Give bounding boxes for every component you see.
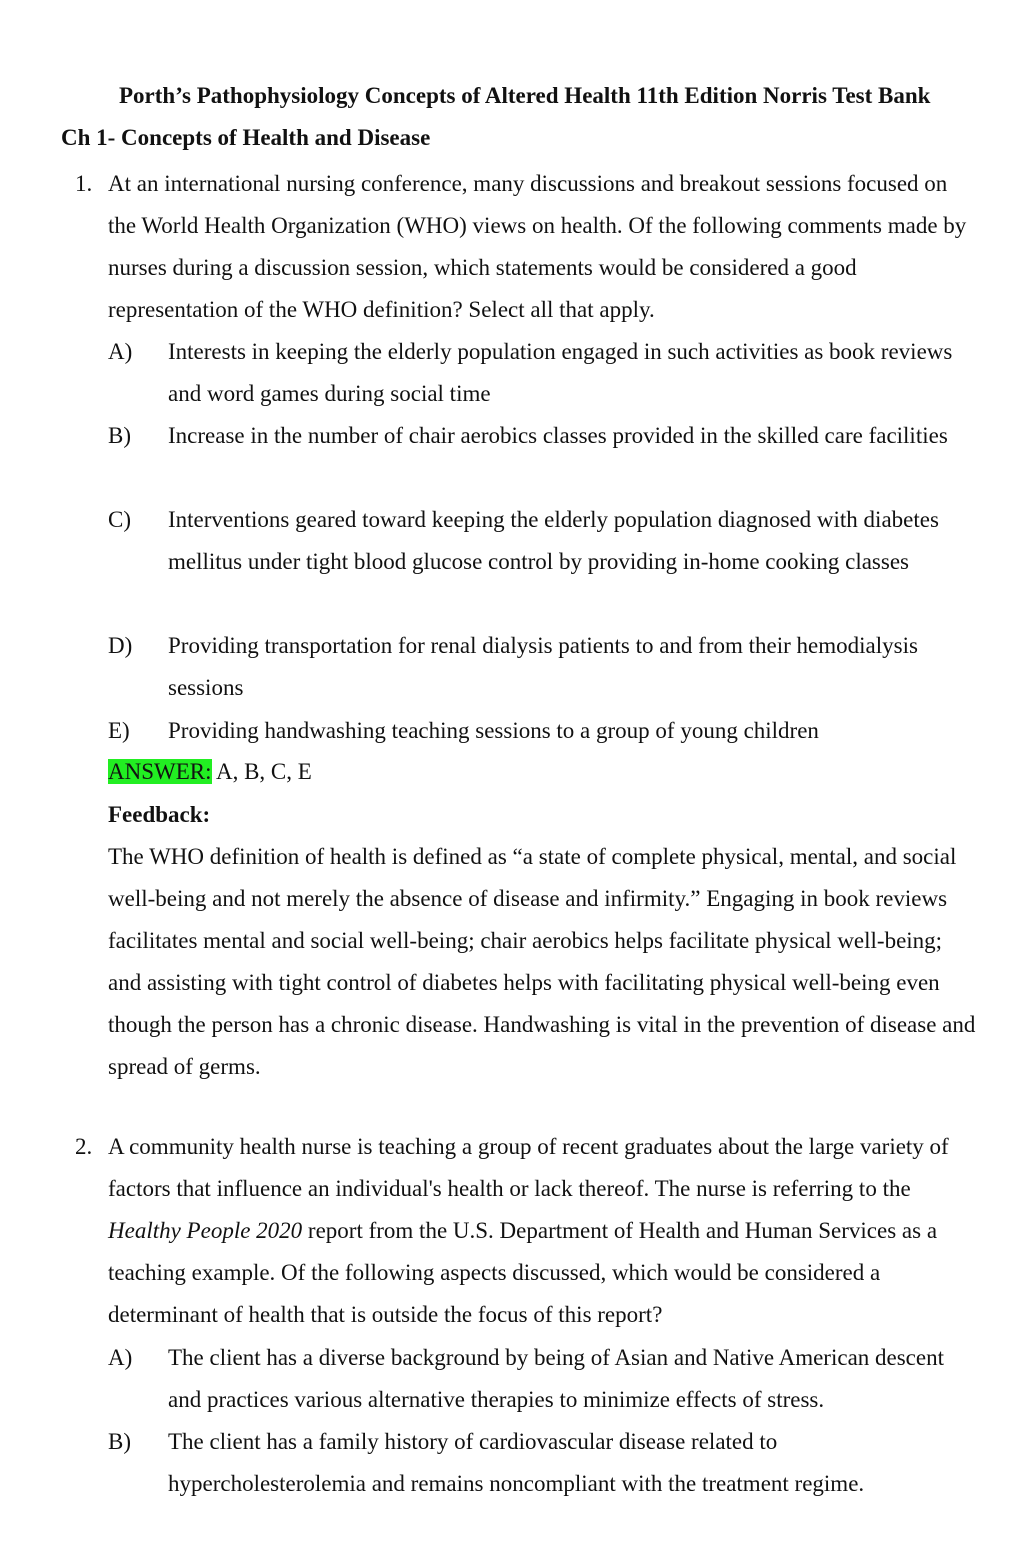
option-letter: B): [108, 1429, 131, 1454]
feedback-heading: Feedback:: [108, 802, 211, 827]
option-letter: E): [108, 718, 130, 743]
feedback-text: The WHO definition of health is defined as “a state of complete physical, mental, and social well-being and not merely the absence of disease and infirmity.” Engaging in book reviews facilitates mental and social well-being; chair aerobics helps facilitate physical well-being; and assisting with tight control of diabetes helps with facilitating physical well-being even though the person has a chronic disease. Handwashing is vital in the prevention of disease and spread of germs.: [108, 844, 976, 1079]
option-text: Interventions geared toward keeping the elderly population diagnosed with diabetes mellitus under tight blood glucose control by providing in-home cooking classes: [168, 507, 939, 574]
question-number: 1.: [75, 171, 93, 196]
option-text: The client has a family history of cardiovascular disease related to hypercholesterolemia and remains noncompliant with the treatment regime.: [168, 1429, 865, 1496]
answer-label: ANSWER:: [108, 759, 212, 784]
option-letter: A): [108, 1345, 133, 1370]
option-text: Providing transportation for renal dialysis patients to and from their hemodialysis sessions: [168, 633, 918, 700]
option-text: Interests in keeping the elderly population engaged in such activities as book reviews and word games during social time: [168, 339, 953, 406]
chapter-title: Ch 1- Concepts of Health and Disease: [61, 125, 431, 150]
report-title: Healthy People 2020: [108, 1218, 303, 1243]
option-letter: A): [108, 339, 133, 364]
option-text: Providing handwashing teaching sessions to a group of young children: [168, 718, 819, 743]
question-stem: [108, 1126, 978, 1336]
question-number: 2.: [75, 1134, 93, 1159]
answer-line: [108, 756, 312, 788]
answer-value: A, B, C, E: [211, 759, 312, 784]
option-text: The client has a diverse background by being of Asian and Native American descent and practices various alternative therapies to minimize effects of stress.: [168, 1345, 944, 1412]
option-letter: C): [108, 507, 131, 532]
question-stem: At an international nursing conference, many discussions and breakout sessions focused on the World Health Organization (WHO) views on health. Of the following comments made by nurses during a discussion session, which statements would be considered a good representation of the WHO definition? Select all that apply.: [108, 171, 967, 322]
option-letter: D): [108, 633, 133, 658]
question-stem-part1: A community health nurse is teaching a group of recent graduates about the large variety of factors that influence an individual's health or lack thereof. The nurse is referring to the: [108, 1134, 949, 1201]
option-text: Increase in the number of chair aerobics classes provided in the skilled care facilities: [168, 423, 948, 448]
option-letter: B): [108, 423, 131, 448]
question-stem-part2: report from the U.S. Department of Health and Human Services as a teaching example. Of the following aspects discussed, which would be considered a determinant of health that is outside the focus of this report?: [108, 1218, 938, 1327]
document-title: Porth’s Pathophysiology Concepts of Altered Health 11th Edition Norris Test Bank: [119, 83, 931, 108]
